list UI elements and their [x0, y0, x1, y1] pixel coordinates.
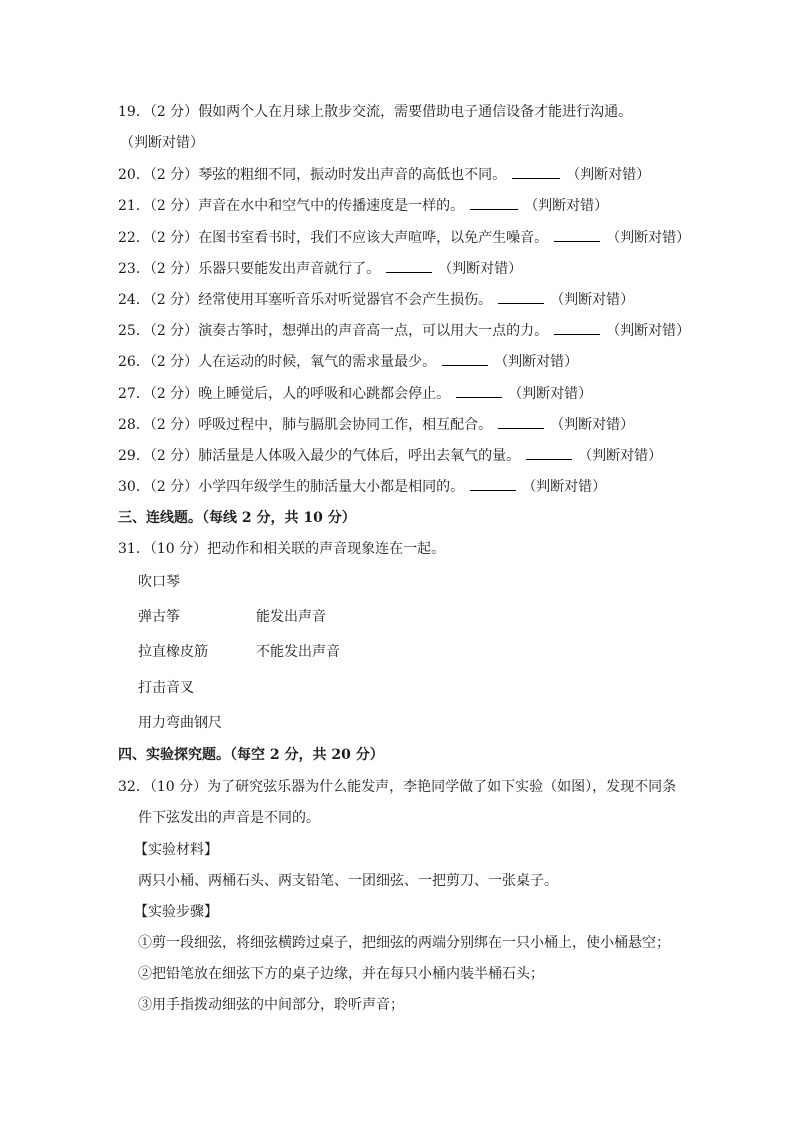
answer-blank[interactable] — [470, 476, 516, 491]
answer-blank[interactable] — [498, 414, 544, 429]
answer-blank[interactable] — [498, 289, 544, 304]
question-22 — [118, 227, 690, 248]
step-item: ①剪一段细弦，将细弦横跨过桌子，把细弦的两端分别绑在一只小桶上，使小桶悬空； — [138, 935, 670, 951]
judge-label: （判断对错） — [494, 354, 579, 370]
question-number: 28． — [118, 417, 150, 433]
question-number: 31． — [118, 541, 150, 557]
section-heading-3: 三、连线题。（每线 2 分，共 10 分） — [118, 510, 356, 526]
answer-blank[interactable] — [526, 445, 572, 460]
question-score: （2 分） — [149, 323, 199, 339]
answer-blank[interactable] — [456, 383, 502, 398]
question-score: （2 分） — [149, 354, 199, 370]
question-text: 晚上睡觉后，人的呼吸和心跳都会停止。 — [198, 386, 451, 402]
question-score: （2 分） — [149, 104, 199, 120]
question-number: 30． — [118, 479, 150, 495]
question-score: （2 分） — [149, 198, 199, 214]
judge-label: （判断对错） — [508, 386, 593, 402]
question-number: 26． — [118, 354, 150, 370]
question-19 — [118, 102, 632, 122]
question-number: 25． — [118, 323, 150, 339]
question-number: 21． — [118, 198, 150, 214]
match-left-item[interactable]: 吹口琴 — [138, 574, 180, 590]
question-32 — [118, 777, 676, 797]
question-25 — [118, 320, 690, 341]
question-text: 琴弦的粗细不同，振动时发出声音的高低也不同。 — [198, 167, 507, 183]
question-score: （2 分） — [149, 261, 199, 277]
judge-label: （判断对错） — [566, 167, 651, 183]
judge-label: （判断对错） — [522, 479, 607, 495]
question-30 — [118, 476, 606, 497]
question-29 — [118, 445, 662, 466]
question-number: 24． — [118, 292, 150, 308]
question-score: （10 分） — [149, 541, 208, 557]
judge-label: （判断对错） — [524, 198, 609, 214]
materials-heading: 【实验材料】 — [134, 842, 218, 858]
question-19-suffix — [120, 133, 204, 153]
question-text: 在图书室看书时，我们不应该大声喧哗，以免产生噪音。 — [198, 230, 549, 246]
question-20 — [118, 164, 650, 185]
step-item: ③用手指拨动细弦的中间部分，聆听声音； — [138, 997, 404, 1013]
judge-label: （判断对错） — [606, 323, 691, 339]
step-item: ②把铅笔放在细弦下方的桌子边缘，并在每只小桶内装半桶石头； — [138, 966, 544, 982]
match-right-item[interactable]: 能发出声音 — [256, 609, 326, 625]
answer-blank[interactable] — [554, 320, 600, 335]
question-28 — [118, 414, 634, 435]
question-score: （2 分） — [149, 417, 199, 433]
question-text: 小学四年级学生的肺活量大小都是相同的。 — [198, 479, 465, 495]
judge-label: （判断对错） — [606, 230, 691, 246]
question-31 — [118, 539, 445, 559]
match-left-item[interactable]: 用力弯曲钢尺 — [138, 715, 222, 731]
answer-blank[interactable] — [470, 195, 518, 210]
judge-label: （判断对错） — [550, 292, 635, 308]
match-right-item[interactable]: 不能发出声音 — [256, 644, 340, 660]
judge-label: （判断对错） — [120, 135, 204, 151]
question-text: 把动作和相关联的声音现象连在一起。 — [207, 541, 446, 557]
question-score: （2 分） — [149, 479, 199, 495]
question-number: 22． — [118, 230, 150, 246]
question-text-line2: 件下弦发出的声音是不同的。 — [138, 810, 320, 826]
answer-blank[interactable] — [442, 351, 488, 366]
question-23 — [118, 258, 522, 279]
match-left-item[interactable]: 弹古筝 — [138, 609, 180, 625]
answer-blank[interactable] — [386, 258, 432, 273]
judge-label: （判断对错） — [550, 417, 635, 433]
question-text-line1: 为了研究弦乐器为什么能发声，李艳同学做了如下实验（如图），发现不同条 — [207, 779, 677, 795]
question-text: 呼吸过程中，肺与膈肌会协同工作，相互配合。 — [198, 417, 493, 433]
question-number: 23． — [118, 261, 150, 277]
question-number: 27． — [118, 386, 150, 402]
question-number: 19． — [118, 104, 150, 120]
question-text: 乐器只要能发出声音就行了。 — [198, 261, 381, 277]
match-left-item[interactable]: 打击音叉 — [138, 680, 194, 696]
answer-blank[interactable] — [554, 227, 600, 242]
question-score: （2 分） — [149, 292, 199, 308]
question-score: （2 分） — [149, 167, 199, 183]
section-heading-4: 四、实验探究题。（每空 2 分，共 20 分） — [118, 747, 384, 763]
question-26 — [118, 351, 578, 372]
judge-label: （判断对错） — [438, 261, 523, 277]
question-score: （2 分） — [149, 448, 199, 464]
question-21 — [118, 195, 608, 216]
question-number: 20． — [118, 167, 150, 183]
question-number: 29． — [118, 448, 150, 464]
question-text: 肺活量是人体吸入最少的气体后，呼出去氧气的量。 — [198, 448, 521, 464]
question-text: 人在运动的时候，氧气的需求量最少。 — [198, 354, 437, 370]
question-text: 经常使用耳塞听音乐对听觉器官不会产生损伤。 — [198, 292, 493, 308]
materials-text: 两只小桶、两桶石头、两支铅笔、一团细弦、一把剪刀、一张桌子。 — [138, 873, 558, 889]
question-number: 32． — [118, 779, 150, 795]
question-score: （2 分） — [149, 230, 199, 246]
question-text: 声音在水中和空气中的传播速度是一样的。 — [198, 198, 465, 214]
question-score: （10 分） — [149, 779, 208, 795]
question-score: （2 分） — [149, 386, 199, 402]
question-24 — [118, 289, 634, 310]
question-text: 演奏古筝时，想弹出的声音高一点，可以用大一点的力。 — [198, 323, 549, 339]
judge-label: （判断对错） — [578, 448, 663, 464]
question-text: 假如两个人在月球上散步交流，需要借助电子通信设备才能进行沟通。 — [198, 104, 633, 120]
answer-blank[interactable] — [512, 164, 560, 179]
steps-heading: 【实验步骤】 — [134, 904, 218, 920]
match-left-item[interactable]: 拉直橡皮筋 — [138, 644, 208, 660]
question-27 — [118, 383, 592, 404]
